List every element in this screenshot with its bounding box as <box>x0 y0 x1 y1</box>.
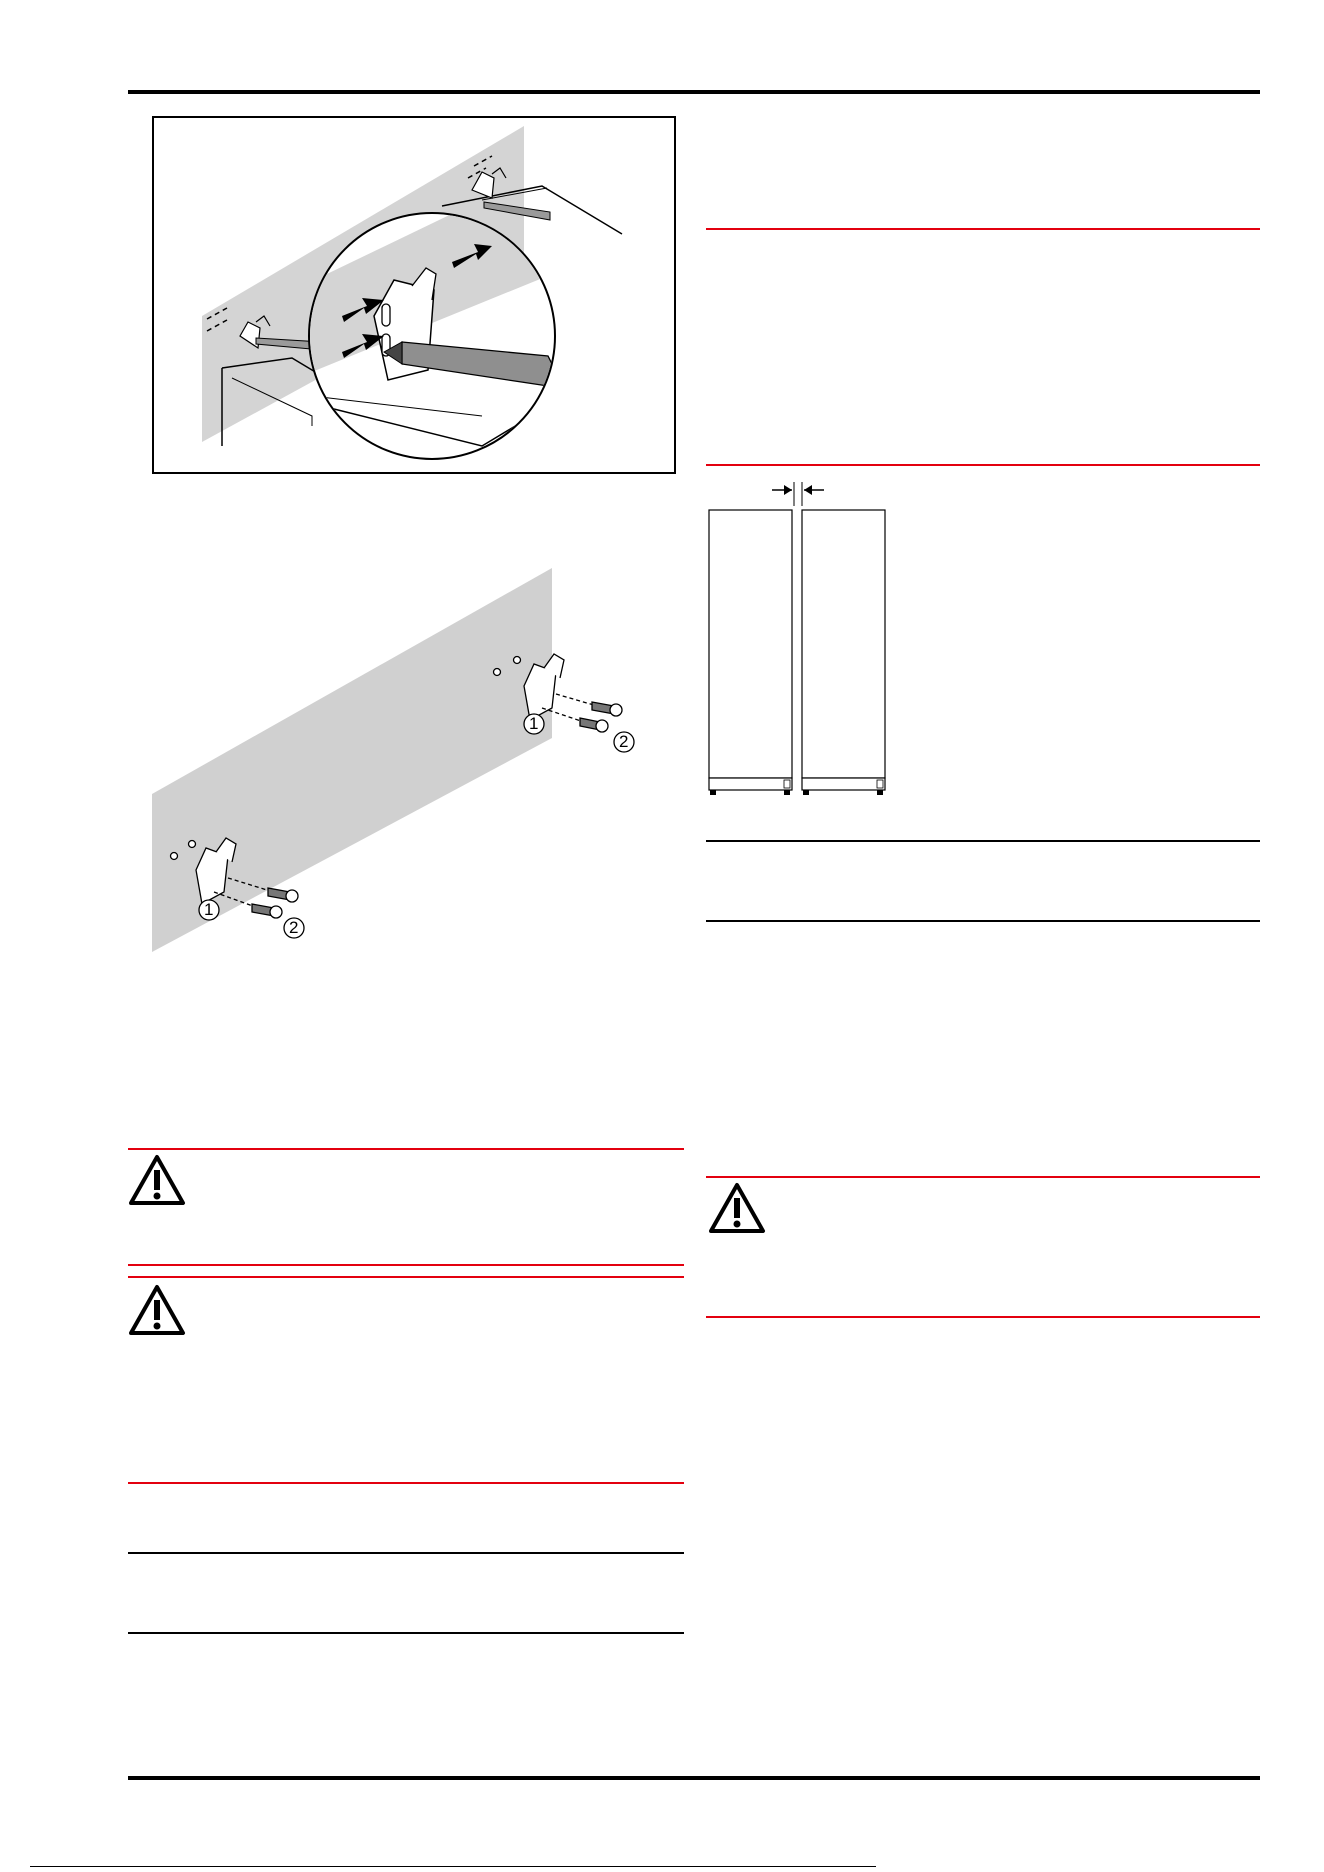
warning-triangle-icon <box>128 1284 186 1336</box>
callout-1-left: 1 <box>204 900 214 919</box>
section-rule-right-1 <box>706 840 1260 842</box>
right-red-rule-2 <box>706 464 1260 466</box>
figure-side-by-side-gap <box>706 476 896 796</box>
warning-triangle-icon <box>128 1154 186 1206</box>
callout-2-right: 2 <box>619 732 629 751</box>
warning-triangle-icon <box>708 1182 766 1234</box>
figure-bracket-mounting <box>152 568 676 954</box>
footer-thin-rule <box>30 1866 876 1867</box>
right-red-rule-1 <box>706 228 1260 230</box>
warning-1-top-rule <box>128 1148 684 1150</box>
footer-rule <box>128 1776 1260 1780</box>
section-rule-left-1 <box>128 1552 684 1554</box>
warning-2-bottom-rule <box>128 1482 684 1484</box>
warning-1-bottom-rule <box>128 1264 684 1266</box>
header-rule <box>128 90 1260 94</box>
warning-3-bottom-rule <box>706 1316 1260 1318</box>
callout-1-right: 1 <box>529 714 539 733</box>
figure-mark-bracket-holes <box>152 116 676 474</box>
section-rule-left-2 <box>128 1632 684 1634</box>
section-rule-right-2 <box>706 920 1260 922</box>
warning-3-top-rule <box>706 1176 1260 1178</box>
warning-2-top-rule <box>128 1276 684 1278</box>
callout-2-left: 2 <box>289 918 299 937</box>
